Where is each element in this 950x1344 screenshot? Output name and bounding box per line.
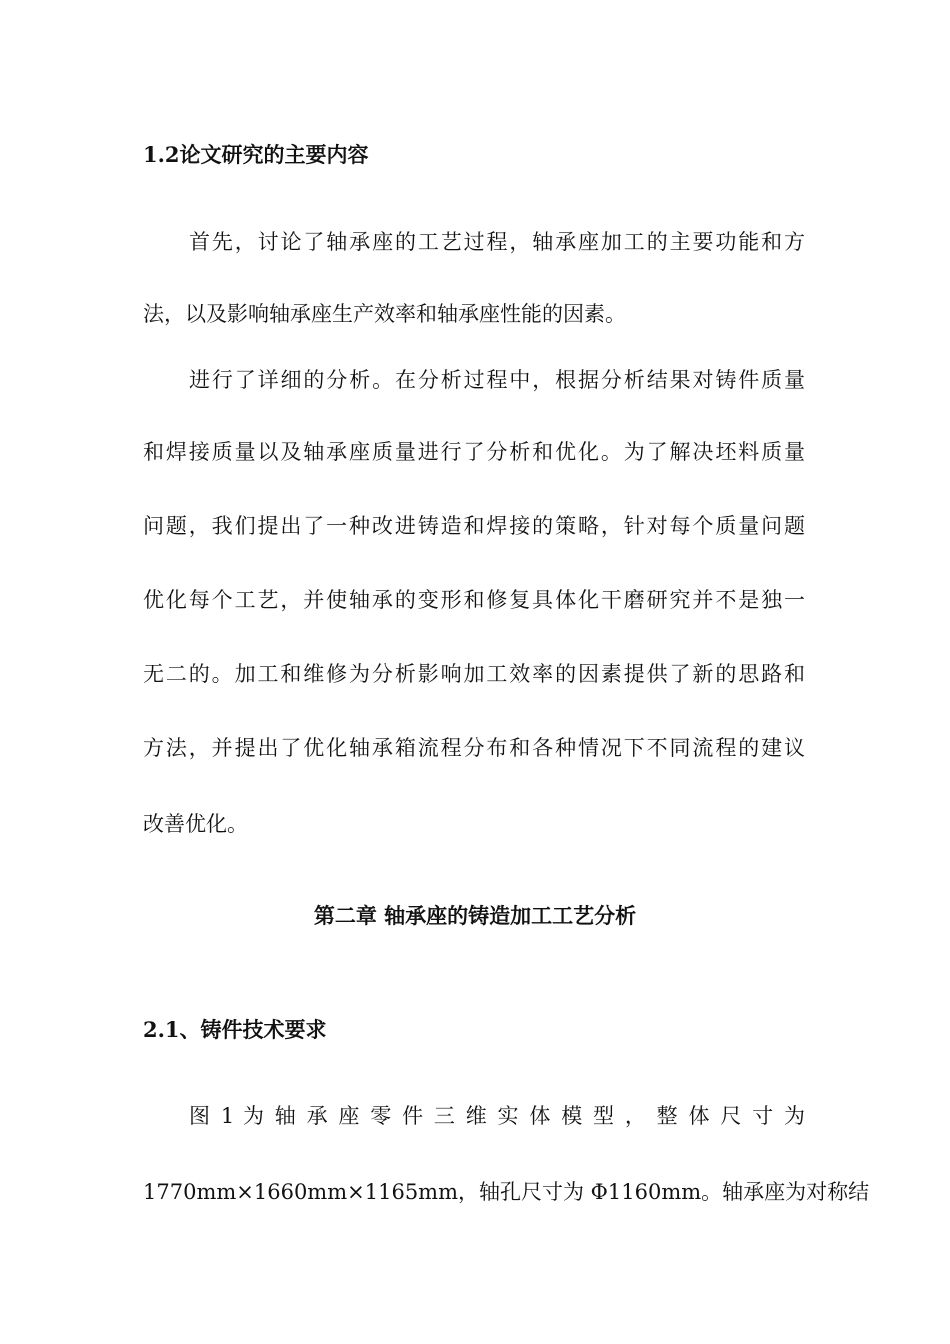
paragraph-line: 首先，讨论了轴承座的工艺过程，轴承座加工的主要功能和方 — [189, 230, 805, 254]
section-heading-1-2: 1.2论文研究的主要内容 — [143, 142, 369, 167]
paragraph-line: 1770mm×1660mm×1165mm，轴孔尺寸为 Φ1160mm。轴承座为对称结 — [143, 1180, 870, 1204]
paragraph-line: 改善优化。 — [143, 812, 248, 836]
paragraph-line: 进行了详细的分析。在分析过程中，根据分析结果对铸件质量 — [189, 368, 805, 392]
paragraph-line: 无二的。加工和维修为分析影响加工效率的因素提供了新的思路和 — [143, 662, 805, 686]
paragraph-line: 问题，我们提出了一种改进铸造和焊接的策略，针对每个质量问题 — [143, 514, 805, 538]
chapter-title: 第二章 轴承座的铸造加工工艺分析 — [313, 903, 637, 928]
paragraph-line: 方法，并提出了优化轴承箱流程分布和各种情况下不同流程的建议 — [143, 736, 805, 760]
paragraph-line: 和焊接质量以及轴承座质量进行了分析和优化。为了解决坯料质量 — [143, 440, 805, 464]
paragraph-line: 法，以及影响轴承座生产效率和轴承座性能的因素。 — [143, 302, 626, 326]
section-heading-2-1: 2.1、铸件技术要求 — [143, 1017, 327, 1042]
paragraph-line: 图 1 为 轴 承 座 零 件 三 维 实 体 模 型 ， 整 体 尺 寸 为 — [189, 1104, 805, 1128]
paragraph-line: 优化每个工艺，并使轴承的变形和修复具体化干磨研究并不是独一 — [143, 588, 805, 612]
